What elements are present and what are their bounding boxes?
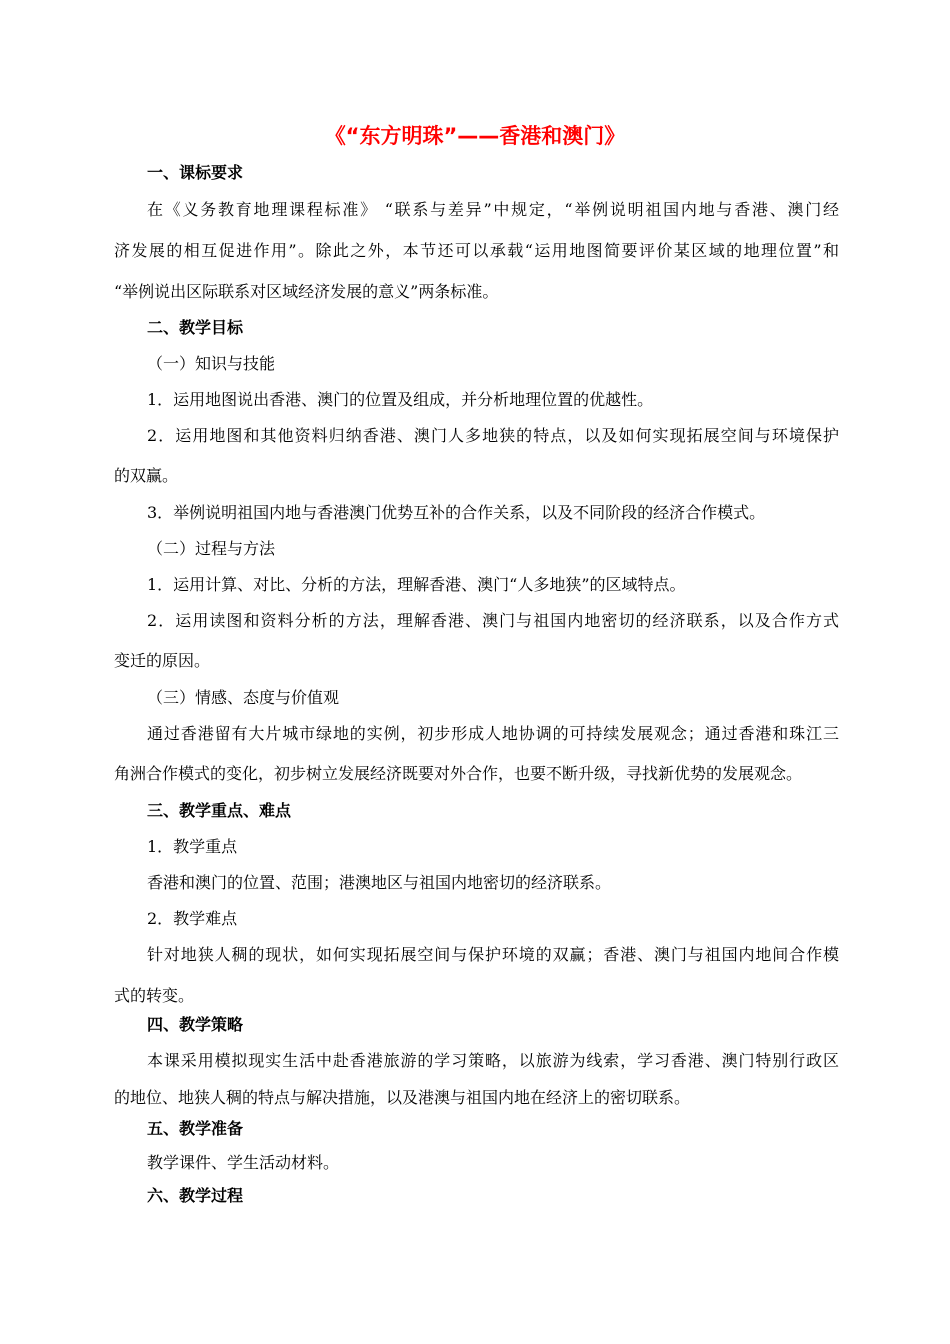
paragraph-line: 式的转变。 — [114, 986, 195, 1005]
paragraph-line: 在《义务教育地理课程标准》 “联系与差异”中规定，“举例说明祖国内地与香港、澳门经 — [147, 200, 839, 219]
paragraph-line: 2．运用地图和其他资料归纳香港、澳门人多地狭的特点，以及如何实现拓展空间与环境保护 — [147, 426, 839, 445]
section-heading-key-points: 三、教学重点、难点 — [147, 801, 292, 820]
document-title: 《“东方明珠”——香港和澳门》 — [324, 124, 626, 148]
subheading-process: （二）过程与方法 — [147, 539, 276, 558]
section-heading-preparation: 五、教学准备 — [147, 1119, 244, 1138]
paragraph-line: 变迁的原因。 — [114, 651, 211, 670]
paragraph-line: 2．运用读图和资料分析的方法，理解香港、澳门与祖国内地密切的经济联系，以及合作方式 — [147, 611, 839, 630]
paragraph-line: 济发展的相互促进作用”。除此之外，本节还可以承载“运用地图简要评价某区域的地理位置”和 — [114, 241, 839, 260]
paragraph-line: 的双赢。 — [114, 466, 179, 485]
paragraph-line: 香港和澳门的位置、范围；港澳地区与祖国内地密切的经济联系。 — [147, 873, 612, 892]
section-heading-process: 六、教学过程 — [147, 1186, 244, 1205]
paragraph-line: “举例说出区际联系对区域经济发展的意义”两条标准。 — [114, 282, 499, 301]
section-heading-curriculum: 一、课标要求 — [147, 163, 244, 182]
subheading-difficulty: 2．教学难点 — [147, 909, 238, 928]
paragraph-line: 针对地狭人稠的现状，如何实现拓展空间与保护环境的双赢；香港、澳门与祖国内地间合作模 — [147, 945, 839, 964]
subheading-values: （三）情感、态度与价值观 — [147, 688, 340, 707]
section-heading-strategy: 四、教学策略 — [147, 1015, 244, 1034]
paragraph-line: 本课采用模拟现实生活中赴香港旅游的学习策略，以旅游为线索，学习香港、澳门特别行政区 — [147, 1051, 839, 1070]
paragraph-line: 1．运用计算、对比、分析的方法，理解香港、澳门“人多地狭”的区域特点。 — [147, 575, 686, 594]
paragraph-line: 的地位、地狭人稠的特点与解决措施，以及港澳与祖国内地在经济上的密切联系。 — [114, 1088, 691, 1107]
subheading-key-point: 1．教学重点 — [147, 837, 238, 856]
paragraph-line: 角洲合作模式的变化，初步树立发展经济既要对外合作，也要不断升级，寻找新优势的发展观念。 — [114, 764, 803, 783]
section-heading-objectives: 二、教学目标 — [147, 318, 244, 337]
subheading-knowledge: （一）知识与技能 — [147, 354, 276, 373]
paragraph-line: 1．运用地图说出香港、澳门的位置及组成，并分析地理位置的优越性。 — [147, 390, 654, 409]
paragraph-line: 3．举例说明祖国内地与香港澳门优势互补的合作关系，以及不同阶段的经济合作模式。 — [147, 503, 766, 522]
paragraph-line: 通过香港留有大片城市绿地的实例，初步形成人地协调的可持续发展观念；通过香港和珠江三 — [147, 724, 839, 743]
paragraph-line: 教学课件、学生活动材料。 — [147, 1153, 340, 1172]
